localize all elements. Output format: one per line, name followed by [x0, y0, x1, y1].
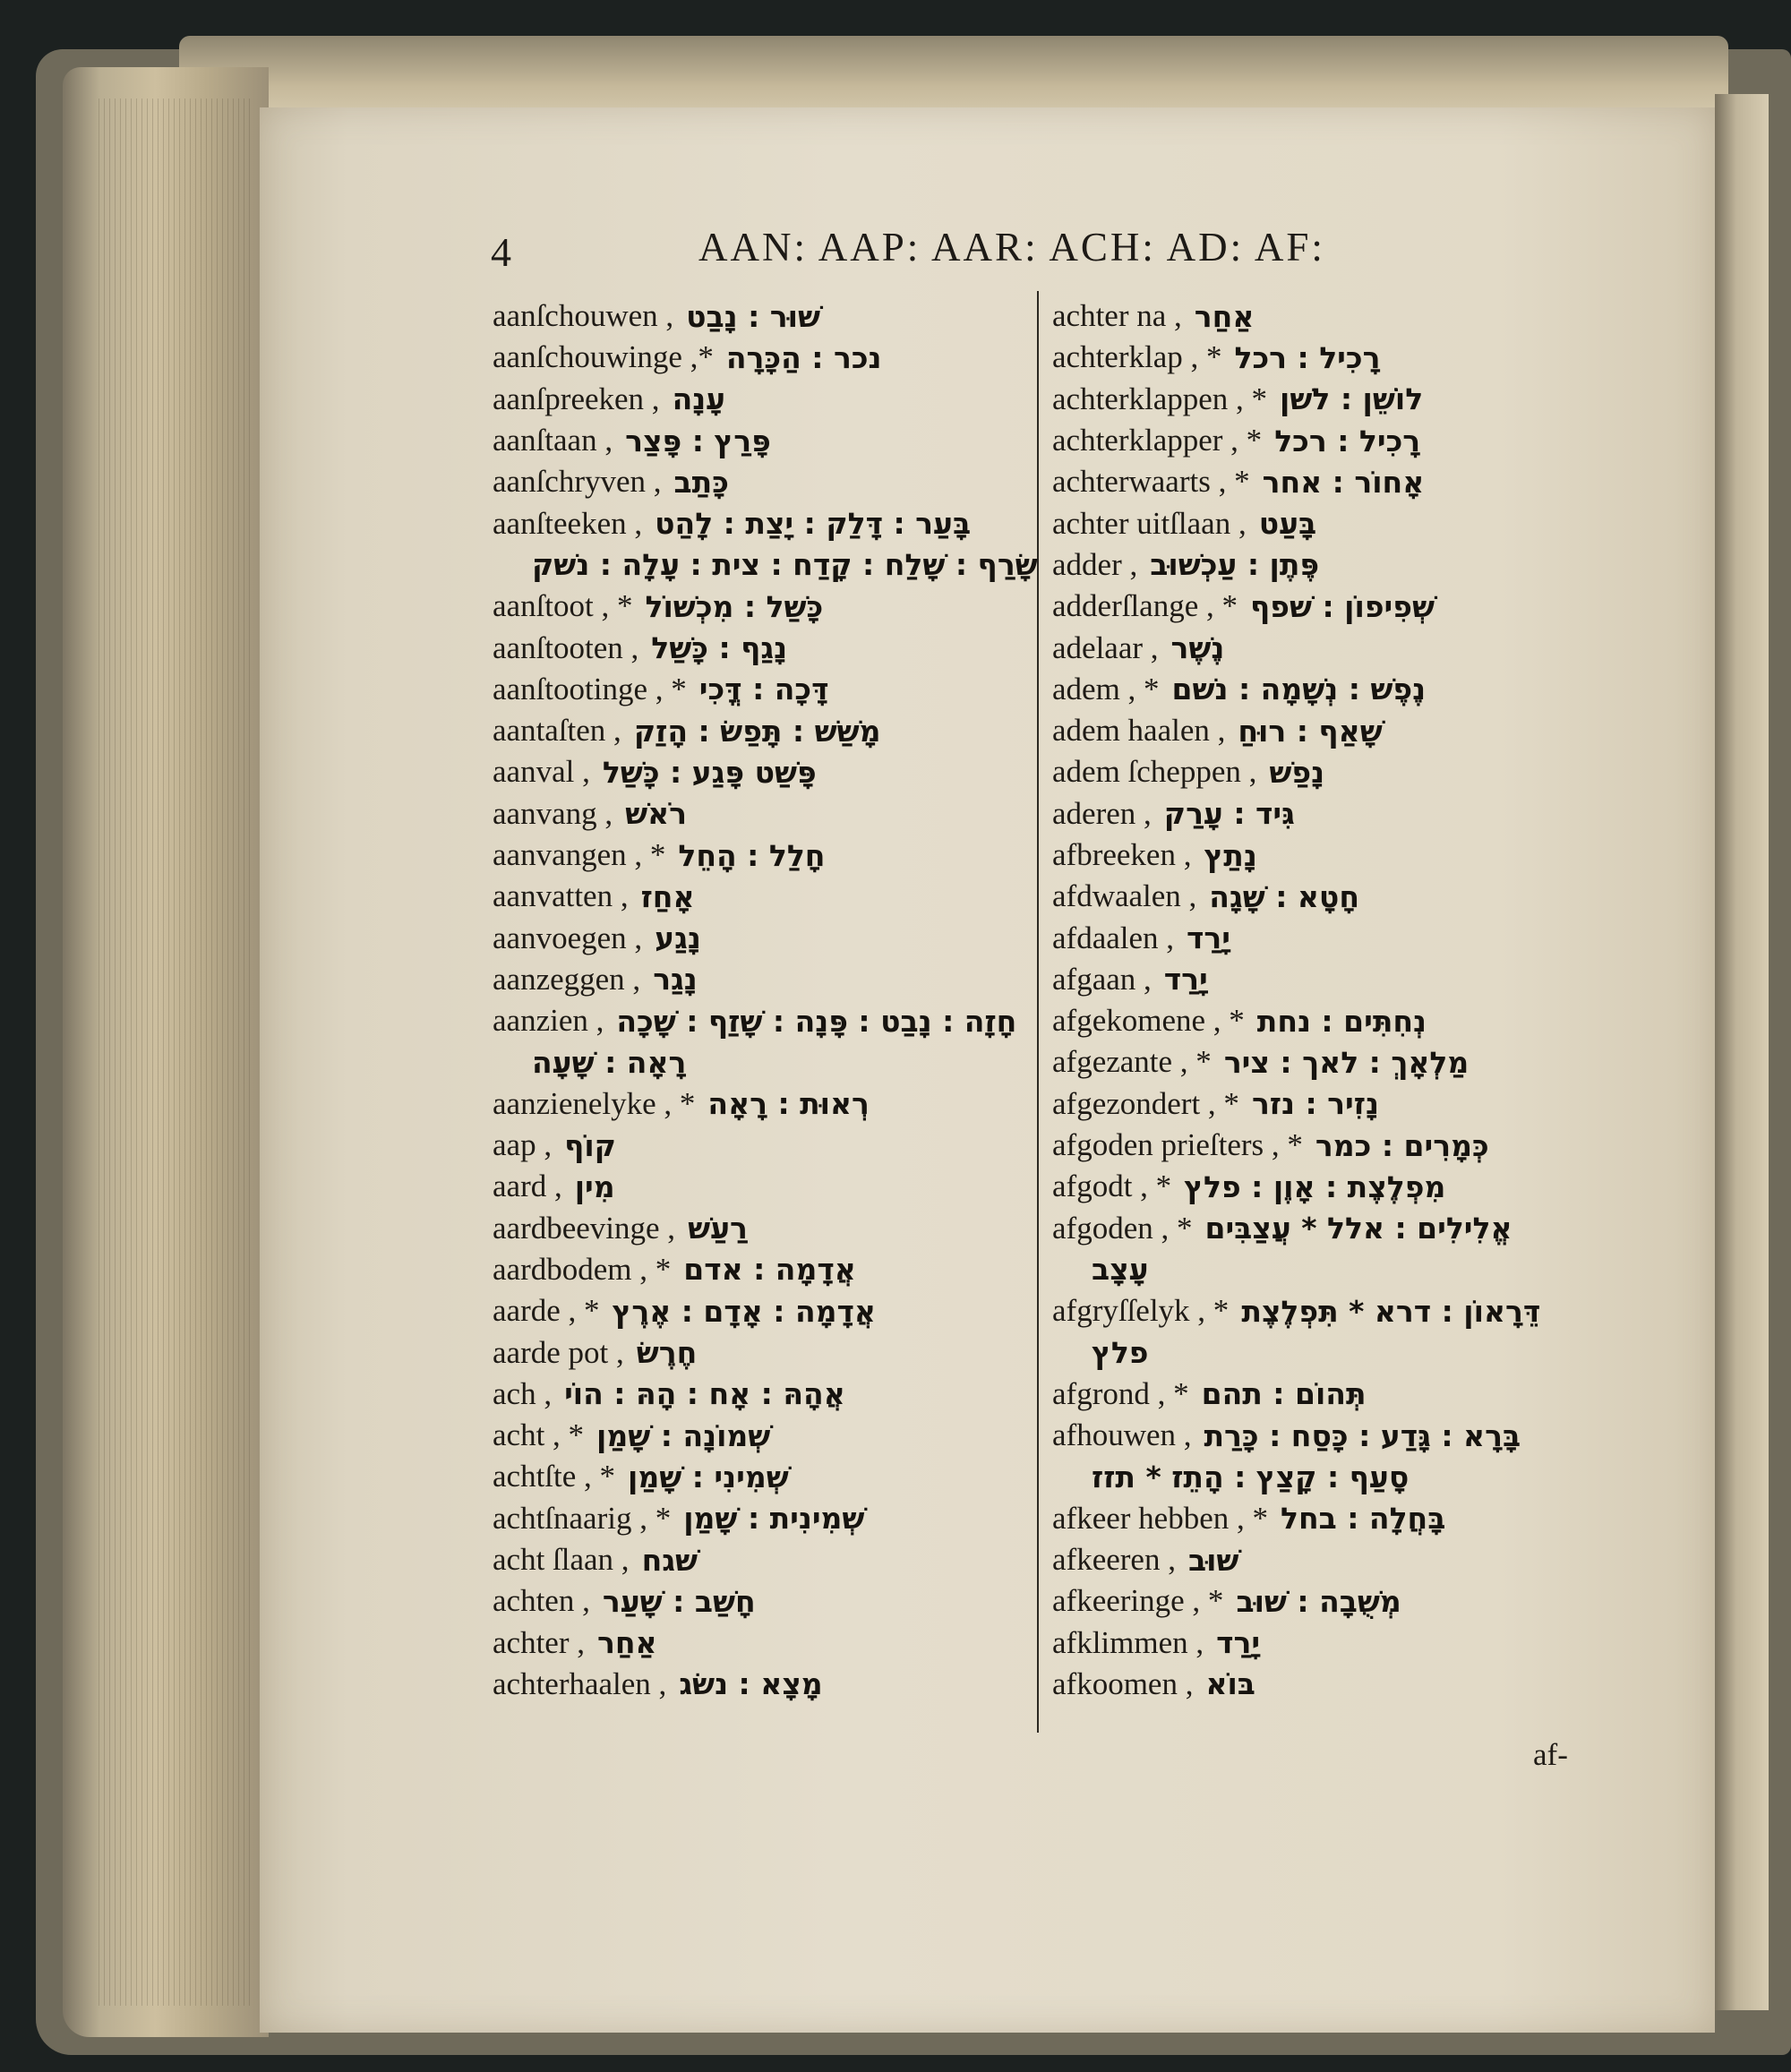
hebrew-equivalent: אֲהָהּ : אָח : הָהּ : הוֹי [564, 1376, 845, 1412]
hebrew-equivalent: כָּתַב [673, 464, 729, 500]
hebrew-equivalent: שְׁמִינִי : שָׁמַן [628, 1459, 789, 1494]
dutch-term: aanvatten , [493, 878, 629, 914]
dictionary-entry [1052, 1000, 1590, 1041]
dictionary-entry [1052, 669, 1590, 710]
dictionary-entry [493, 1580, 1030, 1622]
catchword: af- [1533, 1737, 1568, 1772]
dictionary-entry [493, 710, 1030, 751]
dictionary-entry [1052, 917, 1590, 958]
dictionary-entry [1052, 1249, 1590, 1290]
dictionary-entry [1052, 1208, 1590, 1249]
dictionary-entry [1052, 1498, 1590, 1539]
hebrew-equivalent: שָׂרַף : שָׁלַח : קָדַח : צית : עָלָה : נשׁק [532, 547, 1038, 583]
dictionary-entry [493, 295, 1030, 337]
hebrew-equivalent: רְאוּת : רָאָה [707, 1086, 870, 1122]
dictionary-entry [1052, 627, 1590, 668]
hebrew-equivalent: אַחַר [1194, 298, 1255, 334]
dictionary-entry [1052, 959, 1590, 1000]
dictionary-entry [493, 1290, 1030, 1331]
dutch-term: aanſchouwen , [493, 298, 674, 334]
dutch-term: aardbodem , * [493, 1251, 672, 1287]
dictionary-entry [493, 461, 1030, 502]
dutch-term: afdwaalen , [1052, 878, 1197, 914]
hebrew-equivalent: פָּשַׁט פָּגַע : כָּשַׁל [602, 754, 817, 790]
dutch-term: ach , [493, 1375, 553, 1411]
left-column [493, 295, 1038, 1705]
facing-page-edge [1715, 94, 1769, 2010]
hebrew-equivalent: יָרַד [1216, 1625, 1261, 1661]
dutch-term: aanſchouwinge ,* [493, 339, 714, 375]
dutch-term: afgoden prieſters , * [1052, 1127, 1303, 1163]
dutch-term: achtſnaarig , * [493, 1500, 672, 1536]
dutch-term: aanzeggen , [493, 961, 641, 997]
dutch-term: aanvang , [493, 795, 613, 831]
hebrew-equivalent: לוֹשֵׁן : לשׁן [1280, 381, 1424, 417]
dictionary-entry [493, 959, 1030, 1000]
dutch-term: adem , * [1052, 671, 1160, 706]
hebrew-equivalent: תְּהוֹם : תהם [1201, 1376, 1367, 1412]
dutch-term: aanzienelyke , * [493, 1085, 696, 1121]
dictionary-entry [493, 1249, 1030, 1290]
dutch-term: afkeeren , [1052, 1542, 1176, 1578]
dictionary-entry [1052, 586, 1590, 627]
dictionary-entry [1052, 1166, 1590, 1207]
hebrew-equivalent: יָרַד [1163, 962, 1208, 997]
hebrew-equivalent: נָפַשׁ [1269, 754, 1325, 790]
hebrew-equivalent: חֶרֶשׂ [636, 1335, 698, 1371]
dutch-term: aanſtaan , [493, 423, 613, 458]
dutch-term: afdaalen , [1052, 920, 1175, 955]
hebrew-equivalent: חָלַל : הָחֵל [678, 837, 826, 873]
dutch-term: afkeer hebben , * [1052, 1500, 1268, 1536]
hebrew-equivalent: בָּעַט [1258, 506, 1317, 542]
dictionary-entry [1052, 1331, 1590, 1373]
hebrew-equivalent: כָּשַׁל : מִכְשׁוֹל [645, 588, 824, 624]
dictionary-entry [1052, 835, 1590, 876]
dutch-term: achterklapper , * [1052, 423, 1263, 458]
dictionary-entry [1052, 295, 1590, 337]
dictionary-entry [1052, 1083, 1590, 1125]
dutch-term: afgekomene , * [1052, 1003, 1245, 1039]
dutch-term: afklimmen , [1052, 1624, 1204, 1660]
hebrew-equivalent: חָזָה : נָבַט : פָּנָה : שָׁזַף : שָׁכָה [616, 1003, 1017, 1039]
dutch-term: afgezante , * [1052, 1044, 1212, 1080]
hebrew-equivalent: בּוֹא [1205, 1666, 1255, 1702]
dutch-term: aard , [493, 1169, 562, 1204]
hebrew-equivalent: יָרַד [1187, 920, 1231, 956]
hebrew-equivalent: נֶפֶשׁ : נְשָׁמָה : נשׁם [1171, 672, 1427, 707]
dictionary-entry [493, 627, 1030, 668]
dutch-term: aanvangen , * [493, 837, 666, 872]
hebrew-equivalent: בָּעַר : דָּלַק : יָצַת : לָהַט [655, 506, 972, 542]
dictionary-entry [1052, 751, 1590, 792]
dictionary-entry [493, 793, 1030, 835]
dutch-term: afgryſſelyk , * [1052, 1293, 1230, 1329]
dictionary-entry [493, 1456, 1030, 1497]
dictionary-entry [493, 1539, 1030, 1580]
dictionary-entry [493, 1415, 1030, 1456]
hebrew-equivalent: מָשַׁשׁ : תָּפַשׂ : הָזַק [633, 713, 881, 749]
dutch-term: afgezondert , * [1052, 1085, 1239, 1121]
dictionary-entry [1052, 1415, 1590, 1456]
dutch-term: afkoomen , [1052, 1665, 1194, 1701]
dictionary-entry [493, 1083, 1030, 1125]
hebrew-equivalent: אָחוֹר : אחר [1262, 464, 1425, 500]
hebrew-equivalent: חָטָא : שָׁגָה [1209, 878, 1360, 914]
dictionary-entry [493, 835, 1030, 876]
dutch-term: adder , [1052, 546, 1138, 582]
dutch-term: afgrond , * [1052, 1375, 1189, 1411]
hebrew-equivalent: שׁוּר : נָבַט [686, 298, 821, 334]
hebrew-equivalent: דָּכָה : דֳּכִי [698, 672, 829, 707]
column-divider [1037, 291, 1039, 1733]
dutch-term: acht ſlaan , [493, 1542, 630, 1578]
hebrew-equivalent: רָכִיל : רכל [1274, 423, 1421, 458]
dutch-term: achterklap , * [1052, 339, 1222, 375]
hebrew-equivalent: מְשֻׁבָה : שׁוּב [1236, 1583, 1401, 1619]
dutch-term: achter na , [1052, 298, 1182, 334]
dutch-term: aarde pot , [493, 1334, 624, 1370]
dutch-term: achter uitſlaan , [1052, 505, 1247, 541]
hebrew-equivalent: שְׁמִינִית : שָׁמַן [683, 1501, 865, 1537]
dictionary-entry [493, 544, 1038, 586]
hebrew-equivalent: נָגַע [655, 920, 701, 956]
dictionary-entry [493, 1664, 1030, 1705]
dutch-term: aanſtoot , * [493, 588, 633, 624]
dutch-term: achter , [493, 1624, 585, 1660]
hebrew-equivalent: נְחִתִּים : נחת [1256, 1003, 1427, 1039]
dictionary-entry [1052, 420, 1590, 461]
dutch-term: adem ſcheppen , [1052, 754, 1257, 790]
dictionary-entry [1052, 1456, 1590, 1497]
dictionary-entry [1052, 1580, 1590, 1622]
dutch-term: achterhaalen , [493, 1665, 667, 1701]
dutch-term: achterklappen , * [1052, 381, 1268, 416]
dictionary-entry [493, 1498, 1030, 1539]
hebrew-equivalent: גִּיד : עָרַק [1163, 796, 1295, 832]
dutch-term: afgaan , [1052, 961, 1152, 997]
dutch-term: aanſtooten , [493, 629, 639, 665]
hebrew-equivalent: אֱלִילִים : אלל * עֲצַבִּים [1204, 1211, 1512, 1246]
hebrew-equivalent: שׁוּב [1187, 1542, 1239, 1578]
dutch-term: aanſteeken , [493, 505, 643, 541]
hebrew-equivalent: אַחַר [596, 1625, 657, 1661]
hebrew-equivalent: שְׁפִיפוֹן : שׁפף [1250, 588, 1435, 624]
hebrew-equivalent: קוֹף [564, 1127, 616, 1163]
dutch-term: acht , * [493, 1417, 585, 1453]
hebrew-equivalent: פֶּתֶן : עַכְשׁוּב [1150, 547, 1320, 583]
page-edge-lines [99, 98, 251, 2006]
dutch-term: aap , [493, 1127, 553, 1163]
hebrew-equivalent: מִפְלֶצֶת : אָוֶן : פלץ [1184, 1169, 1446, 1204]
dutch-term: afkeeringe , * [1052, 1583, 1224, 1619]
dictionary-entry [493, 379, 1030, 420]
hebrew-equivalent: בָּחֲלָה : בחל [1280, 1501, 1446, 1537]
dictionary-entry [1052, 1041, 1590, 1083]
dictionary-entry [1052, 710, 1590, 751]
running-head: AAN: AAP: AAR: ACH: AD: AF: [698, 225, 1325, 270]
dictionary-entry [493, 502, 1030, 544]
dictionary-entry [493, 1208, 1030, 1249]
hebrew-equivalent: עָצָב [1092, 1252, 1149, 1288]
dictionary-entry [493, 586, 1030, 627]
hebrew-equivalent: סָעַף : קָצַץ : הָתֵז * תזז [1092, 1459, 1410, 1494]
hebrew-equivalent: חָשַׁב : שָׁעַר [602, 1583, 756, 1619]
dictionary-entry [493, 337, 1030, 378]
dictionary-entry [1052, 1664, 1590, 1705]
dictionary-entry [493, 1331, 1030, 1373]
dictionary-entry [493, 1125, 1030, 1166]
dictionary-entry [1052, 1374, 1590, 1415]
hebrew-equivalent: פָּרַץ : פָּצַר [625, 423, 771, 458]
dutch-term: achtſte , * [493, 1459, 616, 1494]
hebrew-equivalent: כְּמָרִים : כמר [1315, 1127, 1489, 1163]
dutch-term: adelaar , [1052, 629, 1159, 665]
dutch-term: afgodt , * [1052, 1169, 1172, 1204]
hebrew-equivalent: פלץ [1092, 1335, 1149, 1371]
dictionary-entry [493, 1041, 1030, 1083]
hebrew-equivalent: נָתַץ [1204, 837, 1257, 873]
hebrew-equivalent: מִין [574, 1169, 615, 1204]
dutch-term: adderſlange , * [1052, 588, 1238, 624]
hebrew-equivalent: אֲדָמָה : אָדָם : אֶרֶץ [612, 1293, 876, 1329]
dictionary-entry [1052, 1290, 1590, 1331]
dutch-term: adem haalen , [1052, 713, 1226, 749]
dutch-term: aanſpreeken , [493, 381, 660, 416]
dictionary-entry [1052, 1539, 1590, 1580]
hebrew-equivalent: בָּרָא : גָּדַע : כָּסַח : כָּרַת [1204, 1417, 1521, 1453]
dictionary-entry [1052, 502, 1590, 544]
hebrew-equivalent: אֲדָמָה : אדם [683, 1252, 856, 1288]
dictionary-entry [493, 917, 1030, 958]
hebrew-equivalent: רָכִיל : רכל [1234, 339, 1381, 375]
dictionary-entry [1052, 461, 1590, 502]
dictionary-entry [493, 1622, 1030, 1664]
dutch-term: aarde , * [493, 1293, 600, 1329]
dutch-term: achterwaarts , * [1052, 464, 1250, 500]
dutch-term: aantaſten , [493, 713, 621, 749]
dictionary-entry [1052, 1622, 1590, 1664]
dutch-term: aanval , [493, 754, 590, 790]
dutch-term: aanzien , [493, 1003, 604, 1039]
dictionary-entry [493, 876, 1030, 917]
hebrew-equivalent: שׁגח [641, 1542, 698, 1578]
hebrew-equivalent: מָצָא : נשׂג [679, 1666, 823, 1702]
hebrew-equivalent: שָׁאַף : רוּחַ [1238, 713, 1383, 749]
dictionary-entry [1052, 793, 1590, 835]
dutch-term: aanvoegen , [493, 920, 643, 955]
dictionary-entry [493, 751, 1030, 792]
hebrew-equivalent: רַעַשׁ [688, 1211, 748, 1246]
dictionary-entry [493, 669, 1030, 710]
dictionary-entry [493, 1000, 1030, 1041]
hebrew-equivalent: אָחַז [640, 878, 695, 914]
hebrew-equivalent: מַלְאָךְ : לאך : ציר [1223, 1044, 1470, 1080]
dictionary-entry [1052, 1125, 1590, 1166]
hebrew-equivalent: רָאָה : שָׁעָה [532, 1044, 687, 1080]
hebrew-equivalent: נָגַף : כָּשַׁל [651, 630, 788, 666]
hebrew-equivalent: נָגַר [653, 962, 698, 997]
hebrew-equivalent: דֵּרָאוֹן : דרא * תִּפְלֶצֶת [1241, 1293, 1541, 1329]
hebrew-equivalent: נֶשֶׁר [1170, 630, 1225, 666]
dutch-term: aanſtootinge , * [493, 671, 687, 706]
dictionary-entry [493, 1374, 1030, 1415]
dutch-term: afgoden , * [1052, 1210, 1193, 1246]
dictionary-entry [1052, 379, 1590, 420]
dutch-term: afbreeken , [1052, 837, 1192, 872]
dictionary-entry [493, 420, 1030, 461]
hebrew-equivalent: רֹאשׁ [625, 796, 688, 832]
dictionary-entry [1052, 544, 1590, 586]
hebrew-equivalent: עָנָה [672, 381, 726, 417]
dutch-term: aderen , [1052, 795, 1152, 831]
hebrew-equivalent: נָזִיר : נזר [1251, 1086, 1379, 1122]
dictionary-entry [1052, 337, 1590, 378]
right-column [1052, 295, 1590, 1705]
dutch-term: afhouwen , [1052, 1417, 1192, 1453]
dutch-term: aardbeevinge , [493, 1210, 676, 1246]
dictionary-entry [1052, 876, 1590, 917]
hebrew-equivalent: שְׁמוֹנָה : שָׁמַן [596, 1417, 771, 1453]
page-number: 4 [491, 229, 511, 275]
dutch-term: aanſchryven , [493, 464, 662, 500]
hebrew-equivalent: נכר : הַכָּרָה [725, 339, 882, 375]
dutch-term: achten , [493, 1583, 590, 1619]
dictionary-entry [493, 1166, 1030, 1207]
